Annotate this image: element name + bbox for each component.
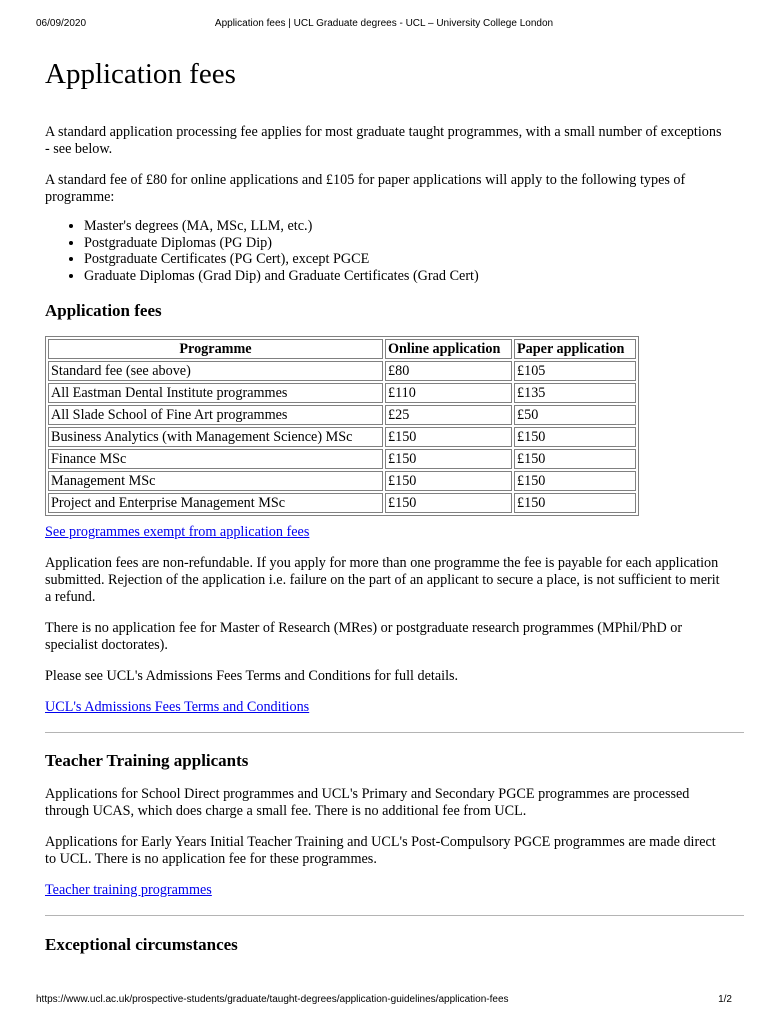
paper-fee-cell: £150	[514, 493, 636, 513]
print-date: 06/09/2020	[36, 18, 87, 29]
column-header-paper: Paper application	[514, 339, 636, 359]
section-divider	[45, 915, 744, 916]
teacher-training-programmes-link[interactable]: Teacher training programmes	[45, 882, 212, 898]
programme-cell: Standard fee (see above)	[48, 361, 383, 381]
table-row	[48, 471, 636, 491]
list-item: • Graduate Diplomas (Grad Dip) and Graduate Certificates (Grad Cert)	[84, 268, 725, 285]
programme-cell: Project and Enterprise Management MSc	[48, 493, 383, 513]
print-page-number: 1/2	[718, 994, 732, 1005]
admissions-fees-terms-link[interactable]: UCL's Admissions Fees Terms and Conditions	[45, 699, 310, 715]
paper-fee-cell: £135	[514, 383, 636, 403]
main-content	[45, 50, 725, 970]
paper-fee-cell: £150	[514, 449, 636, 469]
terms-paragraph: Please see UCL's Admissions Fees Terms and Conditions for full details.	[45, 668, 459, 684]
teacher-link-paragraph	[45, 882, 725, 899]
table-row	[48, 383, 636, 403]
exempt-programmes-link[interactable]: See programmes exempt from application fees	[45, 524, 310, 540]
programme-cell: Management MSc	[48, 471, 383, 491]
print-page-title: Application fees | UCL Graduate degrees - UCL – University College London	[214, 18, 554, 29]
programme-cell: All Eastman Dental Institute programmes	[48, 383, 383, 403]
programme-cell: Finance MSc	[48, 449, 383, 469]
paper-fee-cell: £150	[514, 427, 636, 447]
online-fee-cell: £150	[385, 493, 512, 513]
print-footer	[36, 993, 732, 1007]
page-title: Application fees	[45, 58, 236, 90]
section-divider	[45, 732, 744, 733]
table-header-row	[48, 339, 636, 359]
terms-link-paragraph	[45, 699, 725, 716]
paper-fee-cell: £105	[514, 361, 636, 381]
online-fee-cell: £150	[385, 427, 512, 447]
column-header-programme: Programme	[48, 339, 383, 359]
teacher-paragraph-1: Applications for School Direct programmes and UCL's Primary and Secondary PGCE programmes are processed through UCAS, which does charge a small fee. There is no additional fee from UCL.	[45, 786, 690, 819]
paper-fee-cell: £50	[514, 405, 636, 425]
teacher-paragraph-2: Applications for Early Years Initial Teacher Training and UCL's Post-Compulsory PGCE programmes are made direct to UCL. There is no application fee for these programmes.	[45, 834, 716, 867]
paper-fee-cell: £150	[514, 471, 636, 491]
intro-paragraph-1: A standard application processing fee applies for most graduate taught programmes, with a small number of exceptions - see below.	[45, 124, 722, 157]
table-row	[48, 493, 636, 513]
application-fees-table	[45, 336, 639, 516]
programme-types-list	[45, 218, 725, 284]
non-refundable-paragraph: Application fees are non-refundable. If you apply for more than one programme the fee is payable for each application submitted. Rejection of the application i.e. failure on the part of an applicant to secure a place, is not sufficient to merit a refund.	[45, 555, 720, 605]
column-header-online: Online application	[385, 339, 512, 359]
print-header	[36, 17, 732, 31]
exempt-link-paragraph	[45, 524, 725, 541]
exceptional-circumstances-heading: Exceptional circumstances	[45, 935, 238, 954]
online-fee-cell: £25	[385, 405, 512, 425]
application-fees-heading: Application fees	[45, 301, 162, 320]
teacher-training-heading: Teacher Training applicants	[45, 751, 249, 770]
table-row	[48, 449, 636, 469]
list-item: • Master's degrees (MA, MSc, LLM, etc.)	[84, 218, 725, 235]
table-row	[48, 427, 636, 447]
table-row	[48, 361, 636, 381]
online-fee-cell: £80	[385, 361, 512, 381]
print-url: https://www.ucl.ac.uk/prospective-students/graduate/taught-degrees/application-guidelines/application-fees	[36, 994, 509, 1005]
list-item: • Postgraduate Diplomas (PG Dip)	[84, 235, 725, 252]
research-programmes-paragraph: There is no application fee for Master of Research (MRes) or postgraduate research programmes (MPhil/PhD or specialist doctorates).	[45, 620, 683, 653]
intro-paragraph-2: A standard fee of £80 for online applications and £105 for paper applications will apply to the following types of programme:	[45, 172, 686, 205]
programme-cell: All Slade School of Fine Art programmes	[48, 405, 383, 425]
list-item: • Postgraduate Certificates (PG Cert), except PGCE	[84, 251, 725, 268]
online-fee-cell: £150	[385, 449, 512, 469]
online-fee-cell: £150	[385, 471, 512, 491]
programme-cell: Business Analytics (with Management Science) MSc	[48, 427, 383, 447]
online-fee-cell: £110	[385, 383, 512, 403]
table-row	[48, 405, 636, 425]
